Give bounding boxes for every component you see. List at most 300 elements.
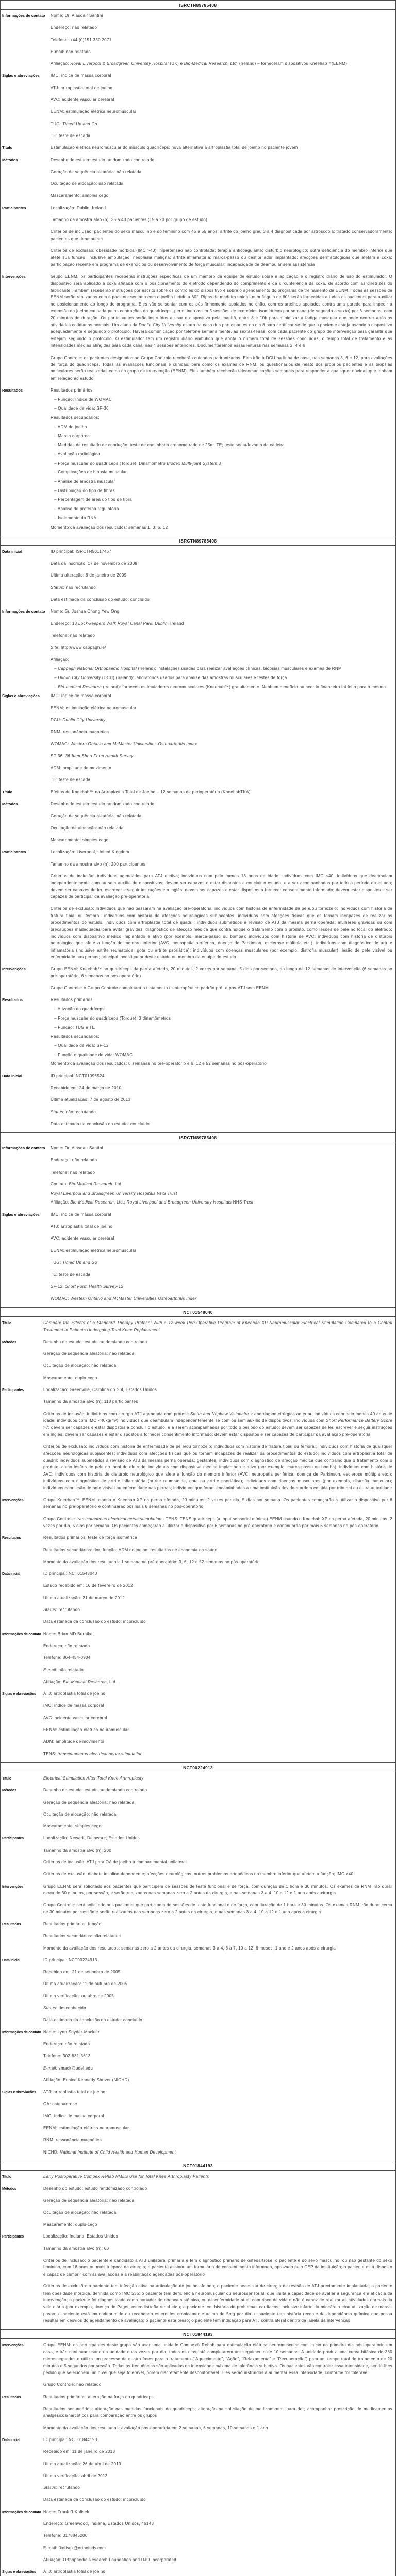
field-line: Nome: Brian MD Burnikel	[43, 1631, 94, 1636]
field-content	[51, 144, 392, 156]
field-line: Telefone: 302-831-3613	[43, 2054, 91, 2059]
field-line: Localização: Newark, Delaware, Estados Unidos	[43, 1836, 140, 1841]
field-row	[2, 965, 392, 996]
field-label: Intervenções	[2, 2343, 24, 2348]
field-content	[51, 608, 392, 692]
field-line: Telefone: não relatado	[51, 1170, 95, 1175]
field-line: Desenho do estudo: estudo randomizado controlado	[43, 1788, 147, 1793]
field-line: Grupo EENM: será solicitado aos pacientes que participem de sessões de teste funcional e de força, com duração de 1 hora e 30 minutos. Os exames de RNM irão durar cerca de 30 minutos, por sessão, e serão realizados nas semanas zero a 2 antes da cirurgia, e nas semanas 3 a 4, 10 a 12 e 1 ano após a cirurgia	[43, 1884, 392, 1895]
study-table-body	[1, 1142, 395, 1307]
field-label: Informações de contato	[2, 1146, 45, 1151]
field-row	[2, 2089, 392, 2161]
field-line: Grupo Controle: transcutaneous electrical nerve stimulation - TENS: TENS quadríceps (a input sensorial mínimo) EENM usando o Kneehab XP na perna afetada, 20 minutos, 2 vezes por dia, 5 dias por semana. Os pacientes começarão a utilizar o dispositivo por 6 semanas no pré-operatório e continuarão por mais 6 semanas no pós-operatório	[43, 1516, 392, 1528]
field-content	[43, 1690, 392, 1762]
field-line: Resultados secundários:	[51, 415, 100, 420]
field-content	[43, 2394, 392, 2436]
field-line: TUG: Timed Up and Go	[51, 121, 97, 126]
field-content	[43, 2173, 392, 2185]
field-line: Data estimada da conclusão do estudo: concluído	[51, 597, 150, 602]
field-row	[2, 387, 392, 536]
field-line: Telefone: +44 (0)151 330 2071	[51, 37, 112, 42]
field-line: Grupo Controle: não relatado	[43, 2382, 102, 2387]
field-line: Tamanho da amostra alvo (n): 118 participantes	[43, 1399, 138, 1404]
field-label: Data inicial	[2, 2437, 20, 2442]
field-label: Intervenções	[2, 1884, 24, 1889]
field-line: Efeitos de Kneehab™ na Artroplastia Total de Joelho – 12 semanas de perioperatório (KneehabTKA)	[51, 789, 251, 794]
field-line: Resultados primários:	[51, 997, 94, 1003]
field-line: Data estimada da conclusão do estudo: inconcluído	[43, 2497, 146, 2502]
list-item: – Qualidade de vida: SF-12	[54, 1043, 109, 1048]
field-row	[2, 1386, 392, 1497]
field-row	[2, 1883, 392, 1921]
field-line: Grupo EENM: os participantes deste grupo vão usar uma unidade Compex® Rehab para estimulação elétrica neuromuscular com início no primeiro dia pós-operatório em casa, e irão continuar usando a unidade duas vezes por dia, todos os dias, até completarem um seguimento de 10 semanas. A unidade produz uma curva bifásica de 380 microssegundos e utiliza um processo de quatro fases para o tratamento (“Aquecimento”, “Ação”, “Relaxamento” e “Recuperação”) para um tempo total de tratamento de 20 minutos e 5 segundos por sessão. Todas as frequências são aplicadas na intensidade máxima de tolerância subjetiva. Os pacientes vão controlar essa intensidade, sendo-lhes pedido que selecionem um nível que seja tolerável, porém discretamente desconfortável. Eles serão instruídos a aumentar essa intensidade, conforme for tolerável	[43, 2343, 392, 2376]
list-item: – Cappagh National Orthopaedic Hospital (Ireland): instalações usadas para realizar avaliações clínicas, biópsias musculares e exames de RNM	[54, 666, 342, 671]
field-content	[43, 2233, 392, 2329]
field-line: Mascaramento: duplo-cego	[43, 1375, 97, 1380]
field-row	[2, 608, 392, 692]
list-item: – Ativação do quadríceps	[54, 1007, 105, 1012]
field-line: Data estimada da conclusão do estudo: inconcluído	[43, 1619, 146, 1624]
field-line: Resultados secundários: não relatados	[43, 1934, 121, 1939]
field-line: Última atualização: 11 de outubro de 2005	[43, 1981, 127, 1987]
field-label: Resultados	[2, 997, 23, 1003]
field-row	[2, 996, 392, 1072]
field-line: E-mail: não relatado	[43, 1667, 84, 1672]
field-line: Status: não recrutando	[51, 585, 96, 590]
field-line: Mascaramento: simples cego	[51, 193, 109, 198]
list-item: – Força muscular do quadríceps (Torque): Dinamômetro Biodex Multi-joint System 3	[54, 461, 221, 466]
field-content	[51, 1145, 392, 1211]
field-line: Electrical Stimulation After Total Knee Arthroplasty	[43, 1775, 144, 1781]
field-content	[51, 387, 392, 536]
field-line: Geração de sequência aleatória: não relatada	[43, 2198, 135, 2203]
field-label: Data inicial	[2, 1073, 22, 1078]
field-label: Siglas e abreviações	[2, 2569, 36, 2574]
field-line: Tamanho da amostra alvo (n): 200	[43, 1848, 112, 1853]
field-row	[2, 2436, 392, 2509]
field-label: Resultados	[2, 2394, 21, 2399]
field-line: Data estimada da conclusão do estudo: concluído	[51, 1121, 150, 1126]
field-line: AVC: acidente vascular cerebral	[43, 1715, 107, 1720]
field-label: Resultados	[2, 1535, 21, 1540]
field-content	[43, 1787, 392, 1835]
field-line: E-mail: fkolisek@orthoindy.com	[43, 2545, 106, 2550]
field-line: Desenho do estudo: estudo randomizado controlado	[43, 2186, 147, 2191]
list-item: – Distribuição do tipo de fibras	[54, 488, 115, 493]
field-line: Critérios de exclusão: o paciente tem infecção ativa na articulação do joelho afetado; o paciente necessita de cirurgia de revisão de ATJ previamente implantada; o paciente tem obesidade mórbida, definida como IMC ≥36; o paciente tem deficiência neuromuscular ou neurossensorial, que limita a capacidade de avaliar a segurança e a eficácia da intervenção; o paciente foi diagnosticado como portador de doença sistêmica, ou de enfermidade atual com risco de vida e não é capaz de realizar as atividades normais da vida diária (por exemplo, doença de Paget, osteodistrofia renal etc.); o paciente tem história de problemas cardíacos, inclusive infarto do miocárdio e/ou utilização de marca-passo; o paciente está imunodeprimido ou recebendo esteroides cronicamente acima de 5mg por dia; o paciente tem história recente de dependência química que possa resultar em desvios do agendamento de avaliação; o paciente está preso; o paciente tem indicação para ATJ contralateral dentro da janela da intervenção	[43, 2284, 392, 2324]
field-line: EENM: estimulação elétrica neuromuscular	[51, 705, 137, 710]
field-line: Grupo EENM: os participantes receberão instruções específicas de um membro da equipe de estudo sobre a aplicação e o registro diário de uso do estimulador. O dispositivo será aplicado à coxa afetada com o posicionamento do eletrodo dependendo do comprimento e da circunferência da coxa, de acordo com as diretrizes do fabricante. Também receberão instruções por escrito sobre os controles do dispositivo e sobre o agendamento do programa de treinamento da EENM. Todas as sessões de EENM serão realizadas com o paciente sentado com o joelho fletido a 60°. Ripas de madeira unidas num ângulo de 60° serão fornecidas a todos os pacientes para auxiliar no posicionamento ao longo do programa. Eles vão se sentar com os pés firmemente apoiados no chão, com os artelhos apoiados contra uma parede para impedir a extensão do joelho causada pelas contrações do quadríceps, permitindo assim 5 sessões de exercícios isométricos por semana (de segunda a sexta) por 6 semanas, com 20 minutos de duração. Os participantes serão instruídos a usar o dispositivo pela manhã, entre 8 e 10h para minimizar a fadiga muscular que pode ocorrer após as atividades cotidianas normais. Um aluno da Dublin City University estará na casa dos participantes no dia 8 para certificar-se de que o paciente esteja usando o dispositivo adequadamente e seguindo o protocolo. Haverá comunicação por telefone semanalmente, às sextas-feiras, com cada paciente do grupo de intervenção para garantir que estejam seguindo o protocolo. O estimulador tem um registro diário embutido que anota o número total de sessões concluídas, o tempo total de tratamento e as intensidades médias atingidas para cada canal nas 4 sessões anteriores. Documentaremos essas leituras nas semanas 2, 4 e 6	[51, 274, 393, 348]
field-content	[51, 157, 392, 205]
field-content	[43, 1497, 392, 1534]
field-row	[2, 2509, 392, 2568]
list-item: – Análise de proteína regulatória	[54, 506, 119, 512]
field-line: Ocultação de alocação: não relatada	[43, 1811, 117, 1817]
field-line: Recebido em: 21 de setembro de 2005	[43, 1970, 121, 1975]
field-content	[43, 1338, 392, 1386]
field-row	[2, 273, 392, 387]
field-label: Participantes	[2, 850, 26, 855]
field-row	[2, 1690, 392, 1762]
list-item: – Complicações de biópsia muscular	[54, 470, 127, 475]
field-content	[43, 2089, 392, 2161]
field-row	[2, 1957, 392, 2029]
field-line: E-mail: não relatado	[51, 49, 91, 54]
field-row	[2, 1211, 392, 1307]
study-table-body	[1, 2339, 395, 2576]
field-line: Grupo Controle: será solicitado aos pacientes que participem de sessões de teste funcional e de força, com duração de 1 hora e 30 minutos. Os exames RNM irão durar cerca de 30 minutos por sessão e serão realizados nas semanas zero a 2 antes da cirurgia, e nas semanas 3 a 4, 10 a 12 e 1 ano após a cirurgia	[43, 1903, 392, 1914]
study-table	[1, 536, 395, 1132]
field-line: AVC: acidente vascular cerebral	[51, 97, 114, 103]
field-line: Critérios de inclusão: o paciente é candidato a ATJ unilateral primária e tem diagnóstico primário de osteoartrose; o paciente é do sexo masculino, ou não gestante do sexo feminino, com 18 anos ou mais à época da cirurgia; o paciente assinou um formulário de consentimento informado, aprovado pelo CEP da instituição; o paciente está disposto e capaz de cumprir com as avaliações e a reabilitação agendadas pós-operatório	[43, 2258, 392, 2277]
field-content	[51, 996, 392, 1072]
field-line: Ocultação de alocação: não relatada	[51, 181, 124, 187]
field-line: Resultados primários: alteração na força do quadríceps	[43, 2394, 154, 2399]
field-line: EENM: estimulação elétrica neuromuscular	[51, 109, 137, 114]
field-line: Grupo EENM: Kneehab™ no quadríceps da perna afetada, 20 minutos, 2 vezes por semana, 5 dias por semana, ao longo de 12 semanas de intervenção (6 semanas no pré-operatório, 6 semanas no pós-operatório)	[51, 967, 392, 978]
field-line: Data da inscrição: 17 de novembro de 2008	[51, 561, 138, 566]
field-line: TE: teste de escada	[51, 777, 91, 783]
field-line: Geração de sequência aleatória: não relatada	[43, 1351, 135, 1357]
field-line: ID principal: NCT00224913	[43, 1957, 97, 1962]
field-line: Ocultação de alocação: não relatada	[43, 1363, 117, 1368]
field-content	[51, 72, 392, 144]
study-table	[1, 1, 395, 536]
field-line: Nome: Frank R Kolisek	[43, 2509, 89, 2514]
field-row	[2, 692, 392, 788]
study-id-header: ISRCTN89785408	[1, 1, 395, 10]
field-content	[43, 1386, 392, 1497]
field-line: Critérios de inclusão: ATJ para OA de joelho tricompartimental unilateral	[43, 1860, 187, 1865]
field-line: NICHD: National Institute of Child Health and Human Development	[43, 2149, 176, 2155]
field-line: Telefone: 864-454-0904	[43, 1655, 91, 1660]
field-line: Telefone: não relatado	[51, 633, 95, 638]
field-line: Localização: Indiana, Estados Unidos	[43, 2234, 118, 2239]
field-row	[2, 2394, 392, 2436]
field-row	[2, 72, 392, 144]
field-line: ADM: amplitude de movimento	[43, 1739, 105, 1744]
field-line: Critérios de exclusão: indivíduos que não passaram na avaliação pré-operatória; indivíduos com história de enfermidade de pé e/ou tornozelo; indivíduos com história de fratura tibial ou femoral; indivíduos com história de afecções neurológicas subjacentes; indivíduos com afecções físicas que os tornam incapazes de realizar os procedimentos do estudo; indivíduos com artroplastia total de quadril; indivíduos submetidos à revisão de ATJ da mesma perna operada; mulheres grávidas ou com precauções inadequadas para evitar gravidez; diagnóstico de afecção médica que contraindique o tratamento com o produto, como lesões de pele no local do eletrodo; indivíduos com dispositivo médico implantado e ativo (por exemplo, marca-passo ou bomba); indivíduos com história de AVC; indivíduos com história de distúrbio neurológico que afete a função do membro inferior (AVC, neuropatia periférica, doença de Parkinson, esclerose múltipla etc.); indivíduos com diagnóstico de artrite inflamatória (inclusive artrite reumatoide, gota ou artrite psoriática); indivíduos com doenças musculares (por exemplo, distrofia muscular); lesão de pele visível ou enfermidade nas pernas; principal investigador deste estudo ou membro da equipe do estudo	[51, 906, 392, 960]
study-table-body	[1, 10, 395, 536]
study-id-header: ISRCTN89785408	[1, 1132, 395, 1142]
field-label: Métodos	[2, 802, 18, 807]
field-line: SF-36: 36-Item Short Form Health Survey	[51, 753, 134, 758]
field-label: Informações de contato	[2, 609, 45, 614]
field-content	[43, 1319, 392, 1338]
field-line: Contato: Bio-Medical Research, Ltd.	[51, 1182, 123, 1187]
list-item: – Massa corpórea	[54, 433, 90, 438]
field-line: Última atualização: 26 de abril de 2013	[43, 2461, 121, 2466]
field-label: Intervenções	[2, 1497, 24, 1502]
field-line: EENM: estimulação elétrica neuromuscular	[43, 1727, 129, 1733]
field-line: DCU: Dublin City University	[51, 717, 106, 722]
field-line: Critérios de inclusão: indivíduos com cirurgia ATJ agendada com prótese Smith and Nephew Visionaire e abordagem cirúrgica anterior; indivíduos com pelo menos 40 anos de idade; indivíduos com IMC <40kg/m²; indivíduos que deambulam independentemente se com ou sem auxílio de dispositivos; indivíduos com Short Performance Battery Score >7; devem ser capazes e estar dispostos a concluir o estudo, e a serem acompanhados por todo o período do estudo; devem ser capazes de ler, escrever e seguir instruções em inglês; devem ser capazes e estar dispostos a fornecer consentimento informado; devem estar dispostos e ser capazes de participar da avaliação pré-operatória	[43, 1411, 392, 1437]
field-line: Resultados secundários: dor; função; ADM do joelho; resultados de economia da saúde	[43, 1547, 218, 1552]
field-label: Métodos	[2, 2186, 16, 2191]
study-table	[1, 2329, 395, 2576]
field-line: Última atualização: 7 de agosto de 2013	[51, 1097, 131, 1103]
field-line: Mascaramento: simples cego	[51, 837, 109, 842]
field-content	[51, 548, 392, 608]
field-row	[2, 157, 392, 205]
field-line: Resultados primários: função	[43, 1922, 102, 1926]
field-row	[2, 789, 392, 801]
field-row	[2, 849, 392, 965]
field-line: RNM: ressonância magnética	[51, 730, 109, 735]
field-row	[2, 1073, 392, 1132]
field-content	[51, 692, 392, 788]
field-line: Endereço: não relatado	[43, 2041, 90, 2046]
field-label: Informações de contato	[2, 13, 45, 18]
field-line: Grupo Kneehab™: EENM usando o Kneehab XP na perna afetada, 20 minutos, 2 vezes por dia, 5 dias por semana. Os pacientes começarão a utilizar o dispositivo por 6 semanas no pré-operatório e continuarão por mais 6 semanas no pós-operatório	[43, 1497, 392, 1510]
field-label: Informações de contato	[2, 2509, 41, 2514]
field-row	[2, 1787, 392, 1835]
field-label: Participantes	[2, 2234, 24, 2239]
field-line: Momento da avaliação dos resultados: 1 semana no pré-operatório; 3, 6, 12 e 52 semanas no pós-operatório	[43, 1559, 260, 1564]
field-line: WOMAC: Western Ontario and McMaster Universities Osteoarthritis Index	[51, 741, 197, 747]
list-item: – Dublin City University (DCU) (Ireland): laboratórios usados para análise das amostras musculares e testes de força	[54, 675, 287, 680]
field-line: Momento da avaliação dos resultados: 6 semanas no pré-operatório e 6, 12 e 52 semanas no pós-operatório	[51, 1061, 267, 1066]
list-item: – Função: TUG e TE	[54, 1025, 95, 1030]
field-row	[2, 1921, 392, 1957]
field-line: Nome: Dr. Alasdair Santini	[51, 13, 103, 18]
field-line: Critérios de inclusão: pacientes do sexo masculino e do feminino com 45 a 55 anos; artrite do joelho grau 3 a 4 diagnosticada por artroscopia; tratado conservadoramente; pacientes que deambulam	[51, 229, 392, 241]
field-content	[43, 2509, 392, 2568]
field-line: Localização: Dublin, Ireland	[51, 205, 106, 210]
field-row	[2, 548, 392, 608]
study-table-body	[1, 1317, 395, 1762]
field-line: TUG: Timed Up and Go	[51, 1260, 97, 1265]
field-line: TENS: transcutaneous electrical nerve stimulation	[43, 1751, 143, 1756]
field-line: Resultados primários: teste de força isométrica	[43, 1535, 137, 1540]
field-line: Resultados secundários:	[51, 1034, 100, 1039]
field-row	[2, 2233, 392, 2329]
study-id-header: NCT01844193	[1, 2329, 395, 2339]
field-label: Siglas e abreviações	[2, 2090, 36, 2095]
field-line: IMC: índice de massa corporal	[51, 1212, 111, 1217]
field-label: Título	[2, 789, 13, 794]
study-table-body	[1, 546, 395, 1132]
field-line: Critérios de exclusão: diabete insulino-dependente; afecções neurológicas; outros problemas ortopédicos do membro inferior que afetem a função; IMC >40	[43, 1872, 354, 1877]
study-id-header: NCT01844193	[1, 2161, 395, 2171]
field-line: Última alteração: 8 de janeiro de 2009	[51, 573, 127, 578]
field-label: Título	[2, 145, 13, 150]
field-line: Critérios de exclusão: obesidade mórbida (IMC >40); hipertensão não controlada; terapia anticoagulante; distúrbio neurológico; outra deficiência do membro inferior que afete sua função, inclusive amputação; neoplasia maligna; artrite inflamatória; marca-passo ou desfibrilador implantado; afecções dermatológicas que afetam a coxa; participação recente em programa de exercícios ou desenvolvimento de força muscular; incapacidade de deambular sem assistência	[51, 248, 392, 267]
field-line: Endereço: não relatado	[51, 1158, 97, 1163]
list-item: – Percentagem de área do tipo de fibra	[54, 497, 132, 502]
field-label: Intervenções	[2, 274, 26, 279]
study-table-body	[1, 1772, 395, 2161]
field-content	[43, 1921, 392, 1957]
field-line: Nome: Dr. Alasdair Santini	[51, 1146, 103, 1151]
field-row	[2, 144, 392, 156]
field-line: Royal Liverpool and Broadgreen University Hospitals NHS Trust	[51, 1191, 177, 1196]
field-row	[2, 1497, 392, 1534]
field-line: IMC: índice de massa corporal	[43, 2113, 104, 2119]
field-line: Tamanho da amostra alvo (n): 200 participantes	[51, 861, 146, 867]
field-label: Título	[2, 2174, 12, 2179]
field-content	[51, 12, 392, 72]
field-line: ATJ: artroplastia total de joelho	[51, 85, 113, 90]
field-line: Data estimada da conclusão do estudo: concluído	[43, 2018, 143, 2023]
study-id-header: NCT01548040	[1, 1307, 395, 1317]
field-line: Endereço: 13 Lock-keepers Walk Royal Canal Park, Dublin, Ireland	[51, 621, 184, 626]
list-item: – Qualidade de vida: SF-36	[54, 406, 109, 411]
field-line: IMC: índice de massa corporal	[51, 73, 111, 78]
list-item: – Medidas de resultado de condução: teste de caminhada cronometrado de 25m; TE; teste senta/levanta da cadeira	[54, 443, 285, 448]
field-line: ATJ: artroplastia total de joelho	[43, 2090, 106, 2095]
field-row	[2, 2568, 392, 2576]
field-label: Data inicial	[2, 1571, 20, 1577]
field-line: Resultados primários:	[51, 388, 94, 393]
field-content	[43, 1775, 392, 1787]
field-label: Resultados	[2, 1922, 21, 1926]
field-row	[2, 801, 392, 849]
list-item: – Função: índice de WOMAC	[54, 397, 112, 402]
field-line: WOMAC: Western Ontario and McMaster Universities Osteoarthritis Index	[51, 1296, 197, 1301]
list-item: – Análise de amostra muscular	[54, 479, 116, 484]
field-line: Momento da avaliação dos resultados: semanas zero a 2 antes da cirurgia, semanas 3 a 4, 6 a 7, 10 a 12, 6 meses, 1 ano e 2 anos após a cirurgia	[43, 1945, 336, 1951]
field-line: E-mail: smack@udel.edu	[43, 2065, 93, 2071]
field-line: ID principal: NCT01096524	[51, 1073, 105, 1078]
field-content	[43, 1957, 392, 2029]
field-row	[2, 1319, 392, 1338]
field-line: Geração de sequência aleatória: não relatada	[51, 814, 142, 819]
field-line: Última verificação: outubro de 2005	[43, 1993, 114, 1998]
field-line: Afiliação:	[51, 657, 69, 662]
field-row	[2, 2185, 392, 2233]
field-line: Momento da avaliação dos resultados: semanas 1, 3, 6, 12	[51, 524, 168, 530]
field-label: Siglas e abreviações	[2, 1212, 40, 1217]
field-line: ADM: amplitude de movimento	[51, 766, 112, 771]
study-table	[1, 1132, 395, 1307]
field-label: Siglas e abreviações	[2, 73, 40, 78]
field-line: ID principal: NCT01844193	[43, 2437, 97, 2442]
field-line: Afiliação: Royal Liverpool & Broadgreen University Hospital (UK) e Bio-Medical Research, Ltd. (Ireland) – forneceram dispositivos Kneehab™(EENM)	[51, 61, 348, 66]
field-row	[2, 205, 392, 273]
field-line: Afiliação: Eunice Kennedy Shriver (NICHD)	[43, 2077, 129, 2082]
field-line: Endereço: Greenwood, Indiana, Estados Unidos, 46143	[43, 2521, 154, 2527]
field-line: ATJ: artroplastia total de joelho	[43, 2569, 106, 2574]
field-content	[43, 1534, 392, 1570]
field-row	[2, 1534, 392, 1570]
field-label: Siglas e abreviações	[2, 693, 40, 699]
field-content	[43, 2568, 392, 2576]
field-line: Status: recrutando	[43, 2485, 80, 2490]
field-label: Métodos	[2, 1339, 16, 1344]
field-content	[43, 1883, 392, 1921]
field-line: ATJ: artroplastia total de joelho	[51, 1224, 113, 1229]
field-row	[2, 1631, 392, 1690]
field-row	[2, 1145, 392, 1211]
list-item: – Bio-medical Research (Ireland): forneceu estimuladores neuromusculares (Kneehab™) gratuitamente. Nenhum benefício ou acordo financeiro foi feito para o mesmo	[54, 684, 386, 689]
field-line: Estudo recebido em: 16 de fevereiro de 2012	[43, 1583, 133, 1588]
field-content	[43, 2436, 392, 2509]
study-table-body	[1, 2171, 395, 2330]
field-line: IMC: índice de massa corporal	[51, 693, 111, 699]
field-line: Early Postoperative Compex Rehab NMES Use for Total Knee Arthroplasty Patients	[43, 2174, 209, 2179]
field-row	[2, 1570, 392, 1630]
field-line: Status: desconhecido	[43, 2006, 86, 2011]
field-line: Nome: Lynn Snyder-Mackler	[43, 2029, 100, 2035]
field-content	[51, 1211, 392, 1307]
field-row	[2, 2342, 392, 2393]
study-table	[1, 2161, 395, 2330]
field-line: Mascaramento: duplo-cego	[43, 2222, 97, 2227]
field-label: Informações de contato	[2, 1631, 41, 1636]
field-label: Informações de contato	[2, 2029, 41, 2035]
field-label: Título	[2, 1320, 12, 1326]
study-table	[1, 1762, 395, 2161]
field-line: Localização: Liverpool, United Kingdom	[51, 850, 129, 855]
field-line: Nome: Sr. Joshua Chong Yew Ong	[51, 609, 120, 614]
field-line: Localização: Greenville, Carolina do Sul, Estados Unidos	[43, 1387, 157, 1393]
field-line: Endereço: não relatado	[51, 25, 97, 30]
field-line: Resultados secundários: alteração nas medidas funcionais do quadríceps; alteração na solicitação de medicamentos para dor; acompanhar prescrição de medicamentos analgésicos/narcóticos para comparação entre os grupos	[43, 2406, 392, 2418]
field-content	[51, 789, 392, 801]
list-item: – Função e qualidade de vida: WOMAC	[54, 1052, 133, 1057]
field-content	[43, 2029, 392, 2089]
field-row	[2, 1835, 392, 1883]
field-line: Desenho do estudo: estudo randomizado controlado	[51, 802, 155, 807]
field-line: Tamanho da amostra alvo (n): 35 a 40 pacientes (15 a 20 por grupo de estudo)	[51, 217, 208, 223]
field-label: Participantes	[2, 1387, 24, 1393]
list-item: – Isolamento do RNA	[54, 515, 97, 520]
list-item: – Avaliação radiológica	[54, 451, 101, 456]
field-label: Métodos	[2, 157, 18, 162]
field-label: Métodos	[2, 1788, 16, 1793]
field-line: Geração de sequência aleatória: não relatada	[43, 1800, 135, 1805]
field-line: EENM: estimulação elétrica neuromuscular	[43, 2126, 129, 2131]
field-line: EENM: estimulação elétrica neuromuscular	[51, 1248, 137, 1253]
study-id-header: ISRCTN89785408	[1, 536, 395, 546]
field-row	[2, 1775, 392, 1787]
field-row	[2, 2029, 392, 2089]
field-line: Mascaramento: simples cego	[43, 1824, 102, 1829]
field-content	[51, 273, 392, 387]
field-content	[43, 2342, 392, 2393]
field-row	[2, 1338, 392, 1386]
field-label: Data inicial	[2, 1957, 20, 1962]
field-line: Momento da avaliação dos resultados: avaliação pós-operatória em 2 semanas, 6 semanas, 10 semanas e 1 ano	[43, 2425, 268, 2430]
field-content	[51, 205, 392, 273]
field-content	[51, 849, 392, 965]
field-label: Participantes	[2, 205, 26, 210]
field-label: Data inicial	[2, 549, 22, 554]
field-line: Ocultação de alocação: não relatada	[51, 825, 124, 831]
field-line: Ocultação de alocação: não relatada	[43, 2210, 117, 2215]
field-line: Status: recrutando	[43, 1607, 80, 1613]
field-line: IMC: índice de massa corporal	[43, 1703, 104, 1708]
field-line: ID principal: NCT01548040	[43, 1571, 97, 1577]
study-table	[1, 1307, 395, 1762]
list-item: – ADM do joelho	[54, 424, 87, 429]
field-line: OA: osteoartrose	[43, 2102, 77, 2107]
field-line: Última atualização: 21 de março de 2012	[43, 1595, 125, 1600]
field-line: AVC: acidente vascular cerebral	[51, 1236, 114, 1241]
field-line: Site: http://www.cappagh.ie/	[51, 645, 106, 650]
field-line: Última verificação: abril de 2013	[43, 2473, 108, 2478]
field-line: Compare the Effects of a Standard Therapy Protocol With a 12-week Peri-Operative Program of Kneehab XP Neuromuscular Electrical Stimulation Compared to a Control Treatment in Patients Undergoing Total Knee Replacement	[43, 1320, 392, 1332]
field-line: TE: teste de escada	[51, 1272, 91, 1277]
field-line: Afiliação: Bio-Medical Research, Ltd.; Royal Liverpool and Broadgreen University Hospitals NHS Trust	[51, 1200, 254, 1205]
field-line: Recebido em: 24 de março de 2010	[51, 1085, 122, 1090]
field-line: Recebido em: 11 de janeiro de 2013	[43, 2449, 116, 2454]
list-item: – Força muscular do quadríceps (Torque): 3 dinamômetros	[54, 1015, 171, 1021]
field-label: Resultados	[2, 388, 23, 393]
field-content	[43, 1631, 392, 1690]
field-content	[43, 2185, 392, 2233]
